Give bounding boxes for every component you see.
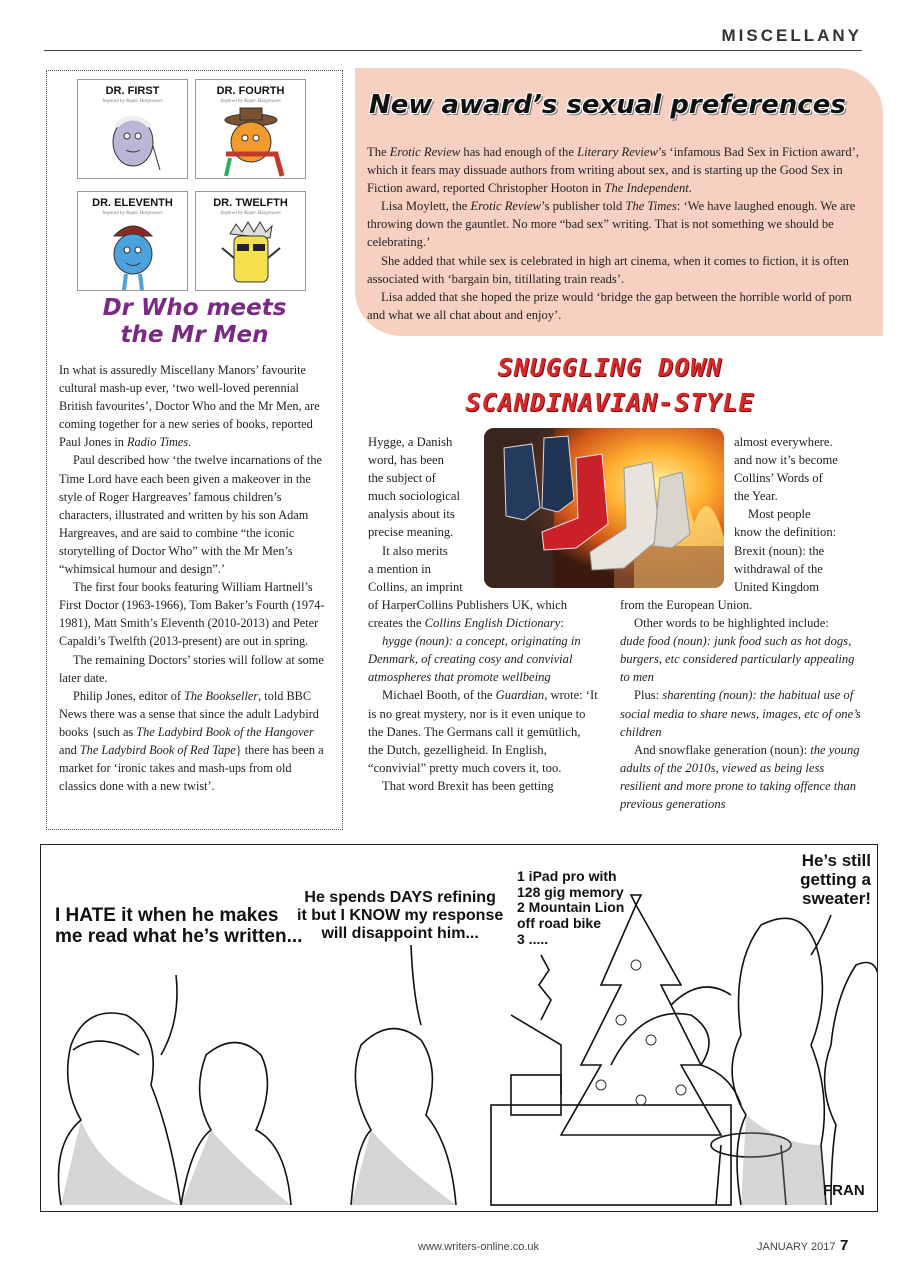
award-body — [367, 143, 859, 324]
cover-dr-fourth — [195, 79, 306, 179]
paragraph: Lisa added that she hoped the prize would ‘bridge the gap between the horrible world of porn and what we all chat about and enjoy’. — [367, 289, 852, 322]
bubble-line: getting a — [800, 870, 871, 890]
cover-title: DR. ELEVENTH — [92, 197, 173, 209]
bubble-line: 1 iPad pro with — [517, 868, 617, 884]
drwho-body — [59, 361, 330, 795]
cover-subtitle: Inspired by Roger Hargreaves — [220, 211, 281, 216]
speech-bubble-middle — [297, 889, 503, 943]
paragraph: And snowflake generation (noun): the young adults of the 2010s, viewed as being less resilient and more prone to taking offence than previous generations — [620, 742, 860, 812]
page-number: 7 — [840, 1237, 849, 1254]
paragraph: The Erotic Review has had enough of the Literary Review’s ‘infamous Bad Sex in Fiction award’, which it fears may dissuade authors from writing about sex, and is starting up the Good Sex in Fiction award, reported Christopher Hooton in The Independent. — [367, 145, 859, 196]
bubble-line: will disappoint him... — [321, 924, 479, 942]
paragraph: The remaining Doctors’ stories will follow at some later date. — [59, 652, 324, 685]
bubble-line: sweater! — [802, 889, 871, 909]
cover-dr-eleventh — [77, 191, 188, 291]
paragraph: Other words to be highlighted include: — [634, 616, 829, 631]
paragraph: The first four books featuring William Hartnell’s First Doctor (1963-1966), Tom Baker’s Fourth (1974-1981), Matt Smith’s Eleventh (2010-2013) and Peter Capaldi’s Twelfth (2013-present) are out in spring. — [59, 580, 325, 649]
fireplace-socks-photo — [484, 428, 724, 588]
cover-subtitle: Inspired by Roger Hargreaves — [102, 211, 163, 216]
speech-bubble-right — [793, 851, 871, 908]
definition-hygge: hygge (noun): a concept, originating in Denmark, of creating cosy and convivial atmospheres that promote wellbeing — [368, 634, 581, 685]
definition-dude-food: dude food (noun): junk food such as hot dogs, burgers, etc considered particularly appealing to men — [620, 634, 855, 685]
paragraph: She added that while sex is celebrated in high art cinema, when it comes to fiction, it is often associated with ‘bargain bin, titillating train reads’. — [367, 253, 849, 286]
section-label: MISCELLANY — [721, 26, 862, 45]
text-line: word, has been — [368, 453, 444, 468]
hygge-headline-line1: SNUGGLING DOWN — [497, 353, 723, 382]
text-line: Brexit (noun): the — [734, 543, 825, 558]
text-line: the Year. — [734, 489, 778, 504]
bubble-line: He spends DAYS refining — [304, 889, 496, 906]
text-line: withdrawal of the — [734, 561, 823, 576]
text-line: It also merits — [382, 543, 448, 558]
hygge-col-left-narrow — [368, 433, 482, 596]
text-line: Collins, an imprint — [368, 579, 463, 594]
text-line: almost everywhere. — [734, 435, 833, 449]
paragraph: In what is assuredly Miscellany Manors’ favourite cultural mash-up ever, ‘two well-loved perennial British favourites’, Doctor Who and the Mr Men, are coming together for a new series of books, reported Paul Jones in Radio Times. — [59, 363, 320, 450]
speech-bubble-left — [55, 905, 302, 948]
book-covers — [77, 79, 307, 291]
award-headline: New award’s sexual preferences — [369, 90, 846, 120]
paragraph: Lisa Moylett, the Erotic Review’s publisher told The Times: ‘We have laughed enough. We are throwing down the gauntlet. No more “bad sex” writing. That is not something we should be celebrating.’ — [367, 199, 856, 250]
text-line: Collins’ Words of — [734, 471, 823, 486]
drwho-headline-line1: Dr Who meets — [102, 295, 287, 321]
cover-subtitle: Inspired by Roger Hargreaves — [220, 99, 281, 104]
bubble-line: me read what he’s written... — [55, 926, 303, 948]
bubble-line: He’s still — [801, 851, 871, 870]
cover-dr-twelfth — [195, 191, 306, 291]
text-line: creates the Collins English Dictionary: — [368, 616, 564, 631]
text-line: know the definition: — [734, 525, 837, 540]
bubble-line: off road bike — [517, 915, 602, 932]
award-article — [355, 68, 883, 336]
bubble-line: 3 ..... — [517, 930, 549, 947]
dr-twelfth-illustration — [196, 218, 306, 291]
text-line: the subject of — [368, 471, 436, 486]
christmas-cartoon — [40, 844, 878, 1212]
paragraph: Paul described how ‘the twelve incarnations of the Time Lord have each been given a makeover in the style of Roger Hargreaves’ famous children’s characters, illustrated and written by his son Adam Hargreaves, and are said to combine “the iconic storytelling of Doctor Who” with the Mr Men’s “whimsical humour and design”.’ — [59, 453, 322, 577]
bubble-line: it but I KNOW my response — [297, 906, 504, 924]
dr-fourth-illustration — [196, 106, 306, 179]
paragraph: Plus: sharenting (noun): the habitual use of social media to share news, images, etc of one’s children — [620, 688, 861, 739]
dr-eleventh-illustration — [78, 218, 188, 291]
drwho-headline-line2: the Mr Men — [120, 322, 269, 348]
wish-list-bubble — [517, 869, 624, 947]
bubble-line: 2 Mountain Lion — [517, 899, 625, 916]
text-line: of HarperCollins Publishers UK, which — [368, 598, 568, 612]
text-line: United Kingdom — [734, 579, 820, 594]
paragraph: Philip Jones, editor of The Bookseller, told BBC News there was a sense that since the adult Ladybird books {such as The Ladybird Book of the Hangover and The Ladybird Book of Red Tape} there has been a market for ‘ironic takes and mash-ups from old classics done with a new twist’. — [59, 688, 324, 794]
dr-first-illustration — [78, 106, 188, 179]
text-line: much sociological — [368, 489, 460, 504]
bubble-line: 128 gig memory — [517, 883, 624, 900]
bubble-line: I HATE it when he makes — [55, 905, 279, 926]
text-line: from the European Union. — [620, 598, 753, 612]
text-line: Hygge, a Danish — [368, 435, 453, 449]
paragraph: That word Brexit has been getting — [382, 778, 554, 793]
text-line: a mention in — [368, 561, 431, 576]
cover-title: DR. FIRST — [105, 85, 160, 97]
hygge-col-right-narrow — [734, 433, 864, 596]
drwho-article — [46, 70, 343, 830]
hygge-col-right — [620, 596, 864, 813]
cover-title: DR. FOURTH — [216, 85, 285, 97]
paragraph: Michael Booth, of the Guardian, wrote: ‘It is no great mystery, nor is it even unique to the Danes. The Germans call it gemütlich, the Dutch, gezelligheid. In English, “convivial” pretty much covers it, too. — [368, 688, 598, 775]
text-line: and now it’s become — [734, 453, 838, 468]
text-line: Most people — [748, 507, 811, 522]
hygge-headline-line2: SCANDINAVIAN-STYLE — [465, 388, 755, 417]
cartoonist-signature: FRAN — [823, 1182, 865, 1199]
footer-url[interactable]: www.writers-online.co.uk — [418, 1241, 540, 1253]
cover-dr-first — [77, 79, 188, 179]
cover-subtitle: Inspired by Roger Hargreaves — [102, 99, 163, 104]
header-rule — [44, 50, 862, 51]
footer-date: JANUARY 2017 — [757, 1241, 836, 1253]
text-line: precise meaning. — [368, 525, 454, 540]
hygge-col-left — [368, 596, 598, 795]
text-line: analysis about its — [368, 507, 455, 522]
cover-title: DR. TWELFTH — [213, 197, 288, 209]
drwho-headline — [57, 295, 332, 349]
